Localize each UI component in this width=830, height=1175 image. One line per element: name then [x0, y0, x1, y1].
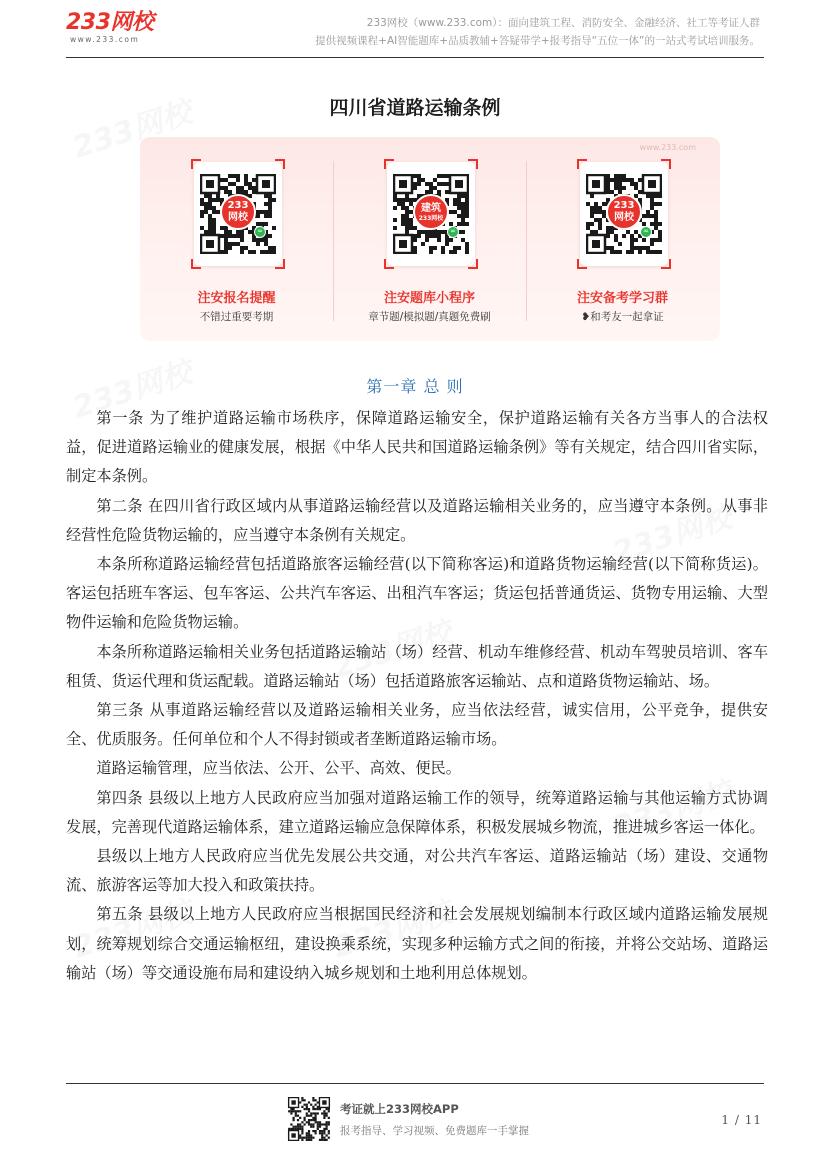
badge-top-text: 233 [613, 200, 635, 211]
page-number: 1 / 11 [721, 1113, 762, 1127]
badge-top-text: 建筑 [421, 202, 441, 214]
header-divider [66, 57, 764, 58]
paragraph: 县级以上地方人民政府应当优先发展公共交通，对公共汽车客运、道路运输站（场）建设、交通物流、旅游客运等加大投入和政策扶持。 [66, 847, 768, 895]
document-body [66, 404, 768, 988]
paragraph: 道路运输管理，应当依法、公开、公平、高效、便民。 [96, 759, 461, 778]
frame-corner [661, 159, 671, 169]
footer-app-subtitle: 报考指导、学习视频、免费题库一手掌握 [340, 1125, 529, 1137]
chapter-heading: 第一章 总 则 [366, 377, 464, 396]
logo-url: www.233.com [70, 35, 140, 44]
qr-subtitle: 章节题/模拟题/真题免费刷 [368, 311, 491, 323]
qr-frame [387, 162, 475, 266]
qr-subtitle: 不错过重要考期 [199, 311, 274, 323]
frame-corner [468, 259, 478, 269]
frame-corner [191, 159, 201, 169]
page-header [0, 0, 830, 58]
frame-corner [384, 159, 394, 169]
paragraph: 第四条 县级以上地方人民政府应当加强对道路运输工作的领导，统筹道路运输与其他运输方式协调发展，完善现代道路运输体系，建立道路运输应急保障体系，积极发展城乡物流，推进城乡客运一体化。 [66, 788, 768, 836]
frame-corner [661, 259, 671, 269]
header-tagline [290, 14, 760, 50]
logo[interactable] [66, 12, 166, 48]
paragraph: 第五条 县级以上地方人民政府应当根据国民经济和社会发展规划编制本行政区域内道路运输发展规划，统筹规划综合交通运输枢纽，建设换乘系统，实现多种运输方式之间的衔接，并将公交站场、道路运输站（场）等交通设施布局和建设纳入城乡规划和土地利用总体规划。 [66, 905, 768, 982]
qr-subtitle: ❥和考友一起拿证 [581, 311, 664, 323]
frame-corner [384, 259, 394, 269]
badge-bottom-text: 网校 [228, 212, 248, 223]
badge-bottom-text: 233网校 [418, 214, 444, 222]
paragraph: 第二条 在四川省行政区域内从事道路运输经营以及道路运输相关业务的，应当遵守本条例。从事非经营性危险货物运输的，应当遵守本条例有关规定。 [66, 496, 768, 544]
badge-bottom-text: 网校 [614, 212, 634, 223]
footer-app-title: 考证就上233网校APP [340, 1102, 459, 1116]
footer-divider [66, 1083, 764, 1084]
badge-top-text: 233 [227, 200, 249, 211]
paragraph: 第一条 为了维护道路运输市场秩序，保障道路运输安全，保护道路运输有关各方当事人的合法权益，促进道路运输业的健康发展，根据《中华人民共和国道路运输条例》等有关规定，结合四川省实际，制定本条例。 [66, 409, 768, 486]
qr-title: 注安备考学习群 [576, 291, 668, 306]
paragraph: 第三条 从事道路运输经营以及道路运输相关业务，应当依法经营，诚实信用，公平竞争，提供安全、优质服务。任何单位和个人不得封锁或者垄断道路运输市场。 [66, 701, 768, 749]
frame-corner [577, 159, 587, 169]
header-line-2: 提供视频课程+AI智能题库+品质教辅+答疑带学+报考指导“五位一体”的一站式考试培训服务。 [315, 35, 760, 47]
frame-corner [191, 259, 201, 269]
qr-frame [194, 162, 282, 266]
wechat-miniprogram-icon: ∞ [447, 226, 459, 238]
paragraph: 本条所称道路运输相关业务包括道路运输站（场）经营、机动车维修经营、机动车驾驶员培训、客车租赁、货运代理和货运配载。道路运输站（场）包括道路旅客运输站、点和道路货物运输站、场。 [66, 642, 768, 690]
frame-corner [577, 259, 587, 269]
qr-title: 注安报名提醒 [197, 291, 276, 306]
frame-corner [275, 259, 285, 269]
qr-title: 注安题库小程序 [383, 291, 475, 306]
qr-block-question-bank[interactable] [333, 137, 526, 341]
brand-badge [220, 194, 256, 230]
qr-block-registration[interactable] [140, 137, 333, 341]
frame-corner [275, 159, 285, 169]
header-line-1: 233网校（www.233.com）：面向建筑工程、消防安全、金融经济、社工等考证人群 [366, 17, 760, 29]
wechat-miniprogram-icon: ∞ [254, 226, 266, 238]
qr-block-study-group[interactable] [526, 137, 719, 341]
banner-watermark: www.233.com [639, 143, 696, 152]
logo-text: 233网校 [66, 10, 154, 35]
brand-badge [606, 194, 642, 230]
paragraph: 本条所称道路运输经营包括道路旅客运输经营(以下简称客运)和道路货物运输经营(以下简称货运)。客运包括班车客运、包车客运、公共汽车客运、出租汽车客运；货运包括普通货运、货物专用运输、大型物件运输和危险货物运输。 [66, 555, 768, 632]
promo-banner [140, 137, 720, 341]
qr-code-icon[interactable] [287, 1097, 331, 1141]
page-title: 四川省道路运输条例 [329, 97, 501, 119]
wechat-miniprogram-icon: ∞ [640, 226, 652, 238]
brand-badge [413, 194, 449, 230]
qr-frame [580, 162, 668, 266]
frame-corner [468, 159, 478, 169]
